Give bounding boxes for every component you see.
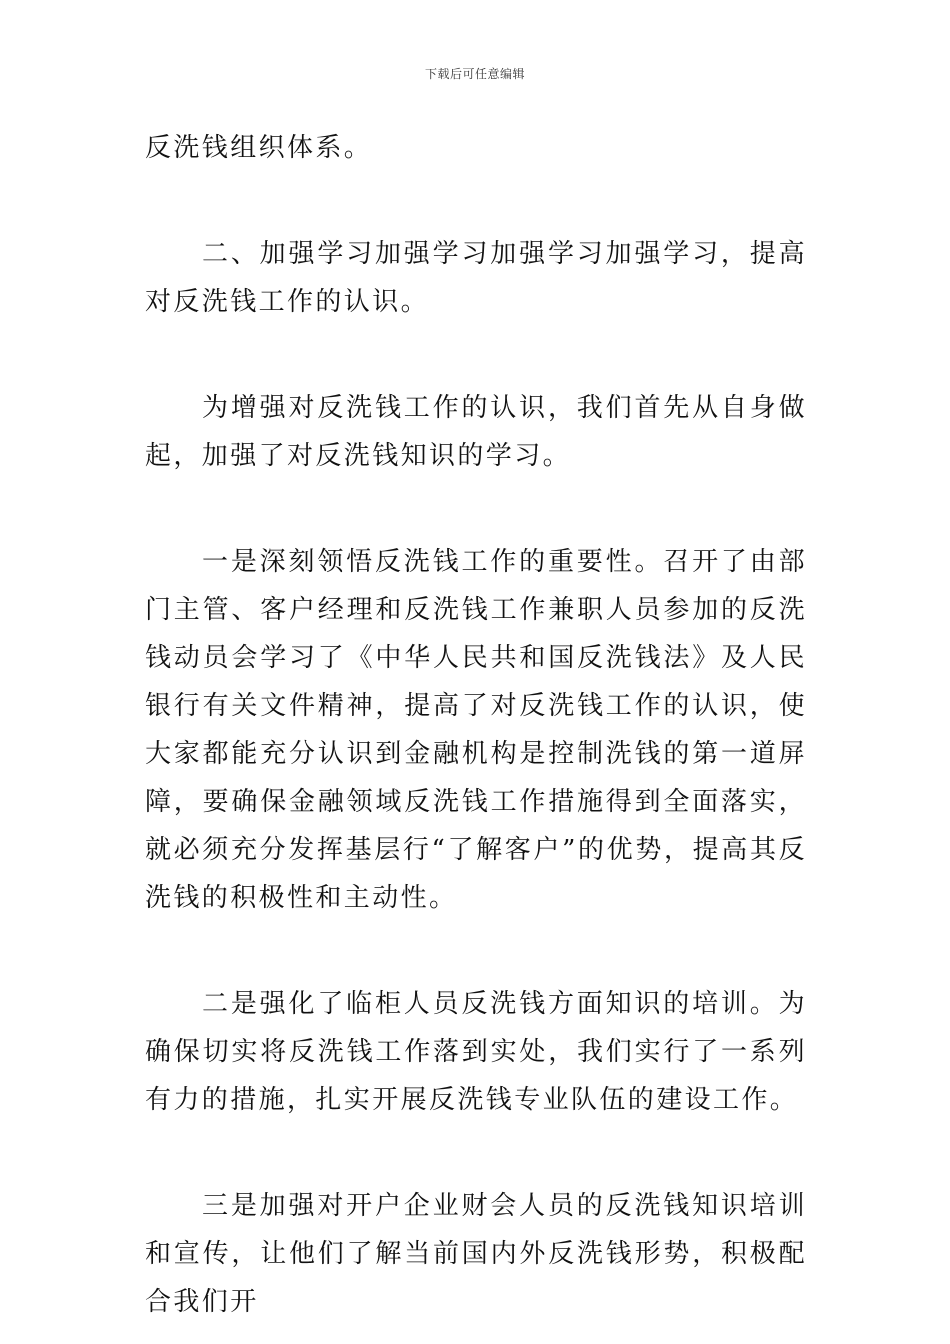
paragraph-intro: 为增强对反洗钱工作的认识，我们首先从自身做起，加强了对反洗钱知识的学习。 bbox=[145, 393, 807, 471]
paragraph-continuation: 反洗钱组织体系。 bbox=[145, 133, 373, 163]
paragraph-point-three: 三是加强对开户企业财会人员的反洗钱知识培训和宣传，让他们了解当前国内外反洗钱形势，积极配合我们开 bbox=[145, 1191, 807, 1317]
paragraph-point-one: 一是深刻领悟反洗钱工作的重要性。召开了由部门主管、客户经理和反洗钱工作兼职人员参加的反洗钱动员会学习了《中华人民共和国反洗钱法》及人民银行有关文件精神，提高了对反洗钱工作的认识，使大家都能充分认识到金融机构是控制洗钱的第一道屏障，要确保金融领域反洗钱工作措施得到全面落实，就必须充分发挥基层行“了解客户”的优势，提高其反洗钱的积极性和主动性。 bbox=[145, 547, 807, 913]
section-heading: 二、加强学习加强学习加强学习加强学习，提高对反洗钱工作的认识。 bbox=[145, 239, 807, 317]
document-body bbox=[145, 124, 807, 1326]
page-header: 下载后可任意编辑 bbox=[424, 67, 525, 81]
paragraph-point-two: 二是强化了临柜人员反洗钱方面知识的培训。为确保切实将反洗钱工作落到实处，我们实行了一系列有力的措施，扎实开展反洗钱专业队伍的建设工作。 bbox=[145, 989, 807, 1115]
